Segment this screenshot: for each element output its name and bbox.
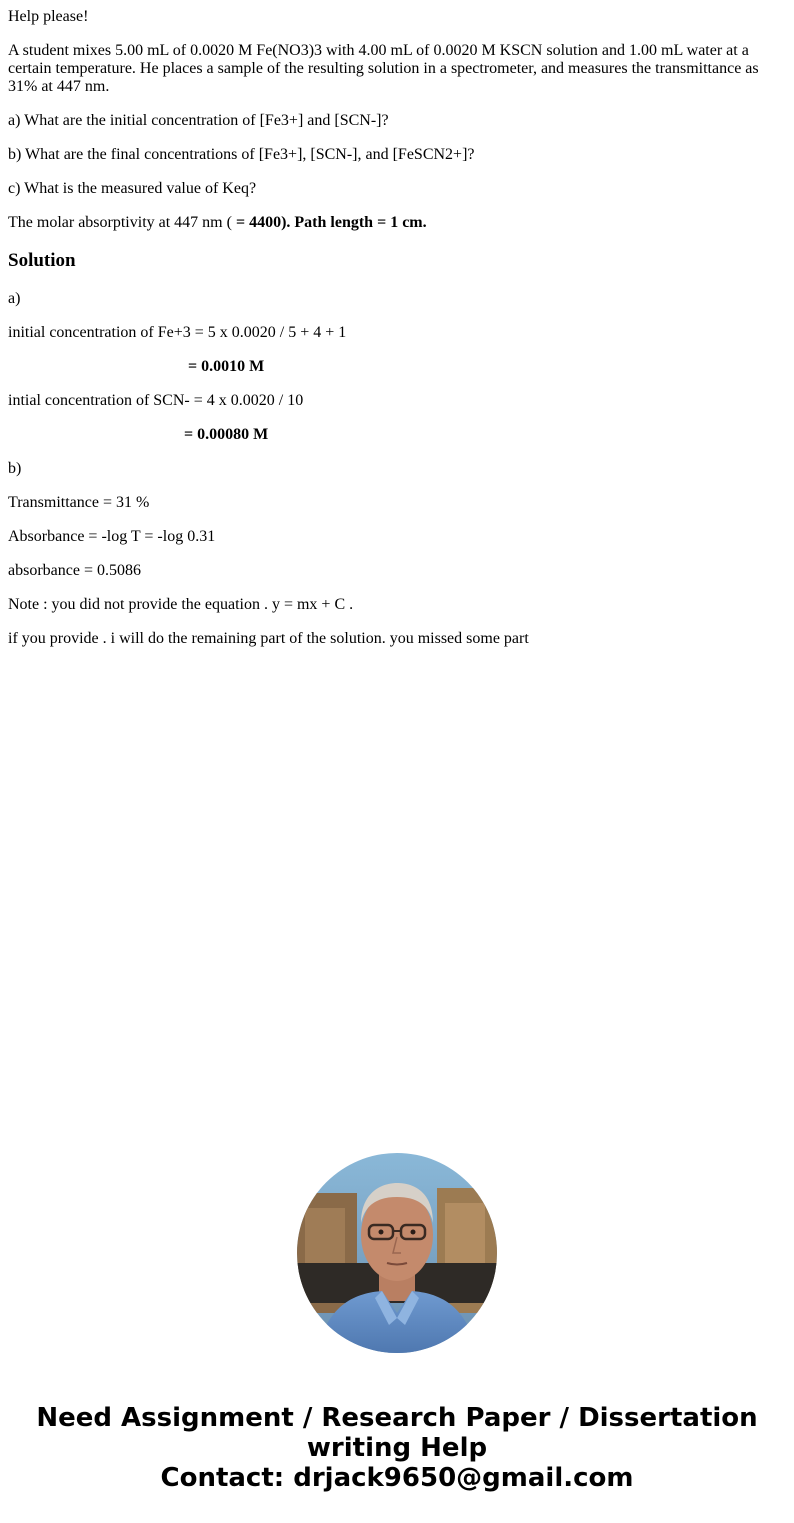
- contact-banner-line-1: Need Assignment / Research Paper / Dissertation: [36, 1403, 758, 1433]
- absorbance-formula-line: Absorbance = -log T = -log 0.31: [8, 528, 216, 545]
- question-intro: Help please!: [8, 8, 89, 25]
- closing-line: if you provide . i will do the remaining part of the solution. you missed some part: [8, 630, 529, 647]
- absorptivity-prefix: The molar absorptivity at 447 nm (: [8, 214, 236, 231]
- contact-banner: [0, 1403, 794, 1493]
- absorptivity-bold: = 4400). Path length = 1 cm.: [235, 214, 427, 231]
- contact-banner-line-2: writing Help: [306, 1433, 488, 1463]
- question-part-b: b) What are the final concentrations of [Fe3+], [SCN-], and [FeSCN2+]?: [8, 146, 475, 163]
- question-part-a: a) What are the initial concentration of [Fe3+] and [SCN-]?: [8, 112, 389, 129]
- question-body: A student mixes 5.00 mL of 0.0020 M Fe(NO3)3 with 4.00 mL of 0.0020 M KSCN solution and 1.00 mL water at a certain temperature. He places a sample of the resulting solution in a spectrometer, and measures the transmittance as 31% at 447 nm.: [8, 42, 759, 95]
- solution-a-label: a): [8, 290, 21, 307]
- contact-banner-email: Contact: drjack9650@gmail.com: [160, 1463, 634, 1493]
- author-avatar: [297, 1153, 497, 1353]
- author-portrait-image: [297, 1153, 497, 1353]
- solution-heading: Solution: [8, 250, 76, 271]
- absorptivity-line: [8, 214, 778, 232]
- fe-initial-line: initial concentration of Fe+3 = 5 x 0.0020 / 5 + 4 + 1: [8, 324, 347, 341]
- fe-result-line: = 0.0010 M: [188, 358, 265, 375]
- solution-b-label: b): [8, 460, 22, 477]
- scn-initial-line: intial concentration of SCN- = 4 x 0.0020 / 10: [8, 392, 304, 409]
- scn-result-line: = 0.00080 M: [184, 426, 269, 443]
- absorbance-value-line: absorbance = 0.5086: [8, 562, 141, 579]
- note-line: Note : you did not provide the equation . y = mx + C .: [8, 596, 354, 613]
- main-content: [8, 0, 778, 664]
- transmittance-line: Transmittance = 31 %: [8, 494, 150, 511]
- question-part-c: c) What is the measured value of Keq?: [8, 180, 257, 197]
